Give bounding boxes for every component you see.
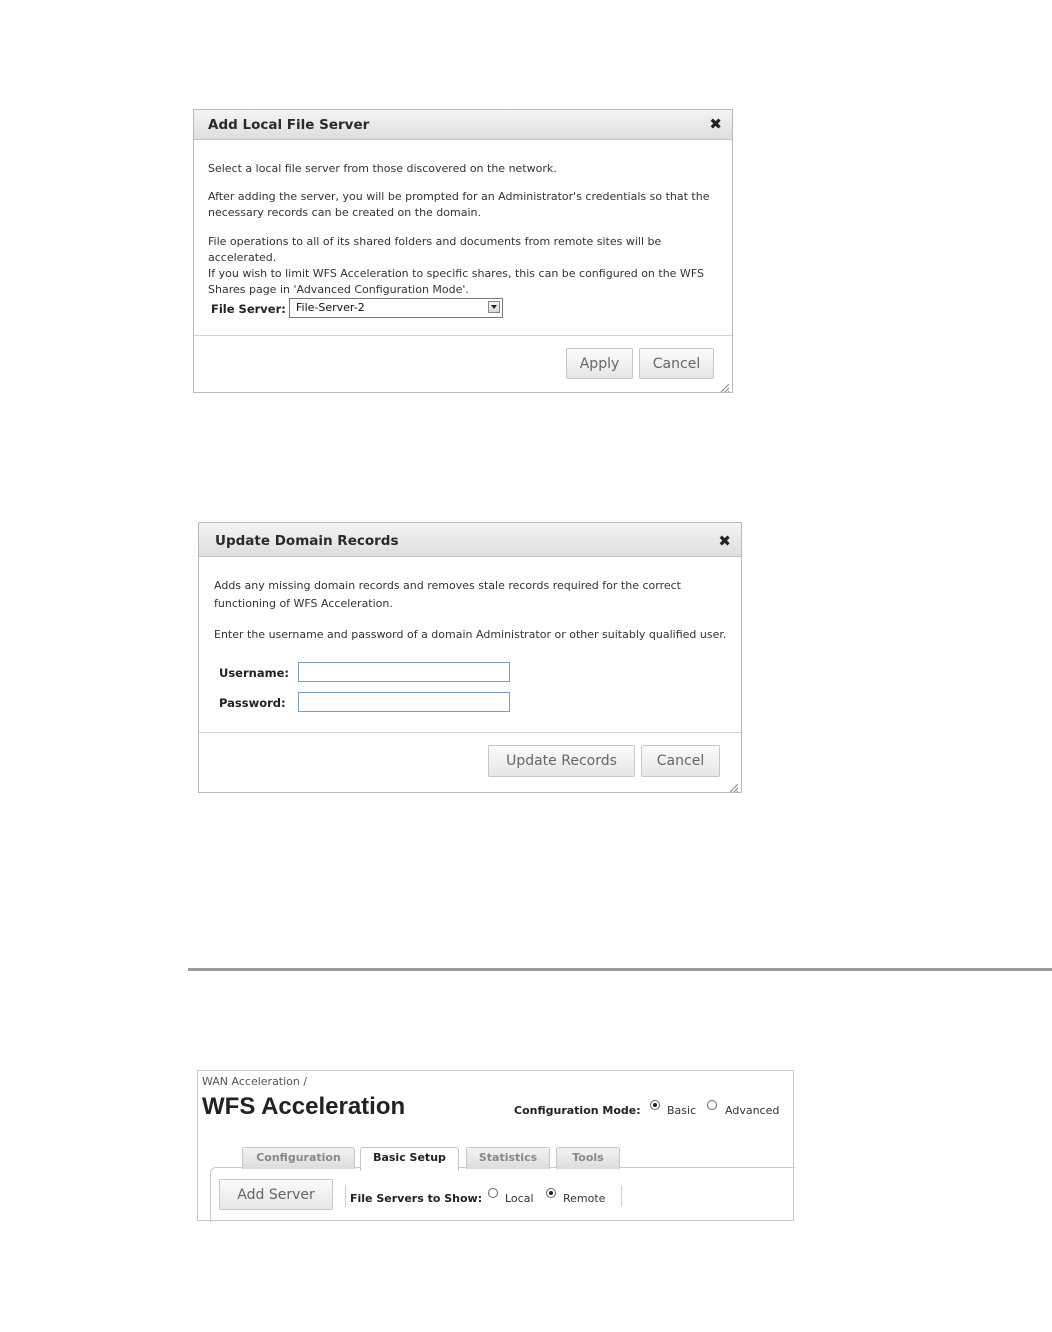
wfs-acceleration-panel [197,1070,794,1221]
description-text [208,189,709,221]
file-server-label: File Server: [211,302,286,316]
update-domain-records-dialog [198,522,742,793]
add-server-button[interactable]: Add Server [219,1179,333,1210]
para-1-line-2: functioning of WFS Acceleration. [214,597,393,610]
password-label: Password: [219,696,286,710]
description-text [208,161,557,177]
dialog-header [194,110,732,140]
description-text [208,234,732,298]
footer-divider [194,335,732,336]
para-1-line-1: Adds any missing domain records and removes stale records required for the correct [214,579,681,592]
update-records-button[interactable]: Update Records [488,745,635,777]
page-title: WFS Acceleration [202,1093,406,1120]
para-1: Select a local file server from those discovered on the network. [208,162,557,175]
breadcrumb[interactable]: WAN Acceleration / [202,1075,308,1088]
para-3-line-1: File operations to all of its shared folders and documents from remote sites will be accelerated. [208,235,662,264]
mode-basic-radio[interactable] [650,1100,660,1110]
add-local-file-server-dialog [193,109,733,393]
file-server-select[interactable] [289,298,503,318]
para-2-line-1: After adding the server, you will be prompted for an Administrator's credentials so that the [208,190,710,203]
para-3-line-2: If you wish to limit WFS Acceleration to specific shares, this can be configured on the WFS [208,267,704,280]
description-text [214,578,681,612]
configuration-mode-label: Configuration Mode: [514,1104,641,1117]
para-3-line-3: Shares page in 'Advanced Configuration Mode'. [208,283,469,296]
para-2-line-2: necessary records can be created on the domain. [208,206,481,219]
tab-basic-setup[interactable]: Basic Setup [360,1147,459,1171]
show-remote-radio[interactable] [546,1188,556,1198]
tab-statistics[interactable]: Statistics [466,1147,550,1169]
password-input[interactable] [298,692,510,712]
dialog-title: Add Local File Server [208,117,370,133]
cancel-button[interactable]: Cancel [641,745,720,777]
show-local-radio[interactable] [488,1188,498,1198]
username-label: Username: [219,666,289,680]
username-input[interactable] [298,662,510,682]
show-local-label[interactable]: Local [505,1192,534,1205]
tab-tools[interactable]: Tools [556,1147,620,1169]
section-divider [188,968,1052,971]
file-servers-to-show-label: File Servers to Show: [350,1192,483,1205]
para-2: Enter the username and password of a domain Administrator or other suitably qualified user. [214,628,727,641]
dropdown-arrow-icon[interactable] [488,301,500,313]
toolbar-separator [345,1185,346,1207]
close-icon[interactable]: ✖ [718,532,731,550]
resize-grip-icon[interactable] [718,378,730,390]
footer-divider [199,732,741,733]
show-remote-label[interactable]: Remote [563,1192,606,1205]
dialog-header [199,523,741,557]
tab-configuration[interactable]: Configuration [242,1147,355,1169]
close-icon[interactable]: ✖ [709,115,722,133]
mode-advanced-label[interactable]: Advanced [725,1104,780,1117]
dialog-title: Update Domain Records [215,533,399,549]
resize-grip-icon[interactable] [727,778,739,790]
apply-button[interactable]: Apply [566,348,633,379]
file-server-value: File-Server-2 [296,301,365,314]
toolbar-separator [621,1185,622,1207]
mode-advanced-radio[interactable] [707,1100,717,1110]
cancel-button[interactable]: Cancel [639,348,714,379]
description-text [214,627,726,643]
mode-basic-label[interactable]: Basic [667,1104,697,1117]
